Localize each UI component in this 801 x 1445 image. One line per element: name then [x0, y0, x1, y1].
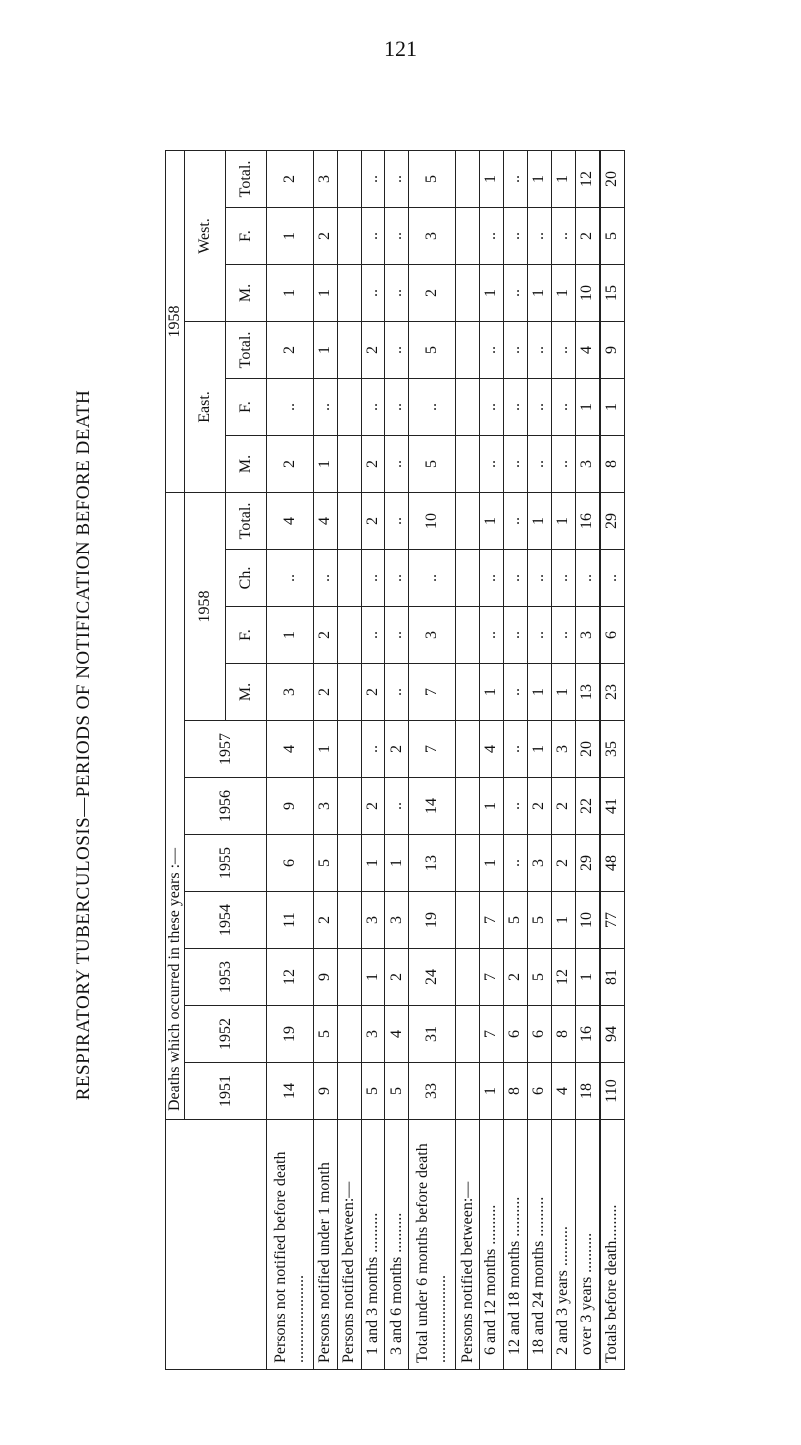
- table-cell: [456, 436, 480, 493]
- table-cell: 2: [551, 778, 575, 835]
- table-cell: 9: [313, 949, 337, 1006]
- table-cell: 19: [267, 1006, 314, 1063]
- table-cell: [337, 208, 361, 265]
- row-label: Totals before death.........: [600, 1120, 625, 1370]
- year-header: 1957: [185, 721, 267, 778]
- table-cell: 2: [267, 436, 314, 493]
- sub-header: Total.: [226, 322, 267, 379]
- row-label: Total under 6 months before death ......................: [409, 1120, 456, 1370]
- table-cell: 18: [575, 1063, 600, 1120]
- table-cell: 2: [361, 322, 385, 379]
- row-label: over 3 years ..........: [575, 1120, 600, 1370]
- table-cell: [337, 493, 361, 550]
- table-cell: 1: [527, 664, 551, 721]
- table-cell: ..: [385, 265, 409, 322]
- table-cell: ..: [503, 493, 527, 550]
- table-cell: 11: [267, 892, 314, 949]
- table-cell: ..: [361, 550, 385, 607]
- year-header: 1951: [185, 1063, 267, 1120]
- table-cell: 7: [479, 1006, 503, 1063]
- table-cell: 2: [313, 607, 337, 664]
- table-row: [527, 151, 551, 1370]
- table-cell: [456, 949, 480, 1006]
- table-cell: 2: [267, 322, 314, 379]
- table-cell: 23: [600, 664, 625, 721]
- table-cell: 4: [313, 493, 337, 550]
- table-cell: ..: [385, 778, 409, 835]
- table-cell: ..: [503, 550, 527, 607]
- east-header: East.: [185, 322, 226, 493]
- row-label: Persons not notified before death ......................: [267, 1120, 314, 1370]
- table-cell: ..: [503, 778, 527, 835]
- table-cell: 1: [479, 151, 503, 208]
- table-cell: 4: [551, 1063, 575, 1120]
- table-cell: ..: [503, 664, 527, 721]
- table-cell: 3: [361, 1006, 385, 1063]
- table-cell: 1: [361, 835, 385, 892]
- table-cell: 13: [575, 664, 600, 721]
- table-cell: ..: [267, 550, 314, 607]
- table-cell: 2: [267, 151, 314, 208]
- table-cell: 14: [409, 778, 456, 835]
- table-cell: ..: [575, 550, 600, 607]
- table-cell: 35: [600, 721, 625, 778]
- table-cell: [337, 1006, 361, 1063]
- table-cell: ..: [503, 607, 527, 664]
- table-cell: [337, 949, 361, 1006]
- table-cell: 2: [313, 208, 337, 265]
- table-cell: 1: [600, 379, 625, 436]
- table-cell: [456, 379, 480, 436]
- table-cell: 3: [267, 664, 314, 721]
- table-cell: 2: [361, 664, 385, 721]
- row-label: 3 and 6 months ..........: [385, 1120, 409, 1370]
- table-cell: 1: [551, 265, 575, 322]
- table-cell: ..: [527, 322, 551, 379]
- table-cell: 3: [575, 607, 600, 664]
- table-cell: ..: [267, 379, 314, 436]
- table-cell: 15: [600, 265, 625, 322]
- table-cell: 3: [409, 607, 456, 664]
- table-cell: 77: [600, 892, 625, 949]
- table-cell: 3: [313, 151, 337, 208]
- sub-header: M.: [226, 436, 267, 493]
- table-cell: 2: [361, 436, 385, 493]
- table-cell: 3: [313, 778, 337, 835]
- table-cell: 16: [575, 1006, 600, 1063]
- table-cell: 22: [575, 778, 600, 835]
- table-cell: 1: [527, 493, 551, 550]
- table-cell: 5: [527, 949, 551, 1006]
- table-cell: ..: [361, 265, 385, 322]
- row-label: 12 and 18 months ..........: [503, 1120, 527, 1370]
- table-cell: ..: [385, 436, 409, 493]
- table-cell: 1: [479, 493, 503, 550]
- table-cell: [456, 607, 480, 664]
- table-cell: 1: [313, 265, 337, 322]
- table-cell: ..: [385, 550, 409, 607]
- table-cell: [337, 265, 361, 322]
- row-label: Persons notified between:—: [456, 1120, 480, 1370]
- notification-table-container: [165, 150, 625, 1370]
- west-header: West.: [185, 151, 226, 322]
- table-cell: ..: [600, 550, 625, 607]
- sub-header: M.: [226, 664, 267, 721]
- table-cell: 7: [479, 892, 503, 949]
- table-cell: ..: [409, 379, 456, 436]
- table-cell: 2: [551, 835, 575, 892]
- table-cell: 2: [361, 778, 385, 835]
- table-cell: ..: [479, 436, 503, 493]
- table-cell: 3: [385, 892, 409, 949]
- table-cell: 29: [600, 493, 625, 550]
- table-cell: ..: [361, 721, 385, 778]
- table-row: [503, 151, 527, 1370]
- row-label-header: [166, 1120, 267, 1370]
- table-cell: 20: [575, 721, 600, 778]
- table-cell: 10: [575, 265, 600, 322]
- table-cell: 10: [575, 892, 600, 949]
- table-row: [361, 151, 385, 1370]
- year-header: 1955: [185, 835, 267, 892]
- table-cell: 1: [313, 721, 337, 778]
- table-cell: 1: [267, 265, 314, 322]
- sub-header: Ch.: [226, 550, 267, 607]
- table-cell: ..: [361, 607, 385, 664]
- table-cell: ..: [503, 265, 527, 322]
- table-cell: 6: [600, 607, 625, 664]
- table-cell: ..: [503, 721, 527, 778]
- table-cell: 2: [385, 949, 409, 1006]
- table-cell: [456, 550, 480, 607]
- table-cell: ..: [385, 322, 409, 379]
- table-cell: 4: [575, 322, 600, 379]
- table-cell: 1: [313, 322, 337, 379]
- table-cell: [337, 550, 361, 607]
- year-header: 1953: [185, 949, 267, 1006]
- table-cell: 4: [479, 721, 503, 778]
- table-cell: 1: [551, 664, 575, 721]
- table-cell: 5: [361, 1063, 385, 1120]
- table-cell: ..: [409, 550, 456, 607]
- table-cell: ..: [527, 208, 551, 265]
- table-cell: 6: [503, 1006, 527, 1063]
- table-cell: [456, 664, 480, 721]
- table-cell: ..: [527, 550, 551, 607]
- table-cell: 2: [385, 721, 409, 778]
- table-row: [479, 151, 503, 1370]
- table-cell: [456, 892, 480, 949]
- table-cell: [337, 778, 361, 835]
- table-cell: 1: [575, 379, 600, 436]
- table-cell: 1: [527, 721, 551, 778]
- table-cell: 5: [385, 1063, 409, 1120]
- table-cell: [456, 778, 480, 835]
- table-cell: 12: [551, 949, 575, 1006]
- table-cell: [337, 664, 361, 721]
- row-label: 1 and 3 months ..........: [361, 1120, 385, 1370]
- table-cell: 1: [267, 607, 314, 664]
- sub-header: M.: [226, 265, 267, 322]
- table-cell: ..: [479, 607, 503, 664]
- table-cell: [456, 265, 480, 322]
- table-row: [600, 151, 625, 1370]
- table-cell: 16: [575, 493, 600, 550]
- table-cell: 9: [600, 322, 625, 379]
- table-cell: 1: [527, 151, 551, 208]
- table-cell: 5: [313, 835, 337, 892]
- table-row: [313, 151, 337, 1370]
- table-cell: 1: [479, 1063, 503, 1120]
- table-cell: 2: [313, 892, 337, 949]
- table-cell: ..: [385, 151, 409, 208]
- row-label: Persons notified under 1 month: [313, 1120, 337, 1370]
- table-cell: 5: [409, 322, 456, 379]
- table-cell: 6: [267, 835, 314, 892]
- table-cell: 1: [527, 265, 551, 322]
- table-cell: 19: [409, 892, 456, 949]
- table-cell: [456, 835, 480, 892]
- table-cell: ..: [385, 493, 409, 550]
- table-cell: [456, 1063, 480, 1120]
- year-header-1958: 1958: [185, 493, 226, 721]
- table-cell: ..: [551, 208, 575, 265]
- table-row: [456, 151, 480, 1370]
- table-cell: [337, 892, 361, 949]
- table-row: [551, 151, 575, 1370]
- row-label: 6 and 12 months ..........: [479, 1120, 503, 1370]
- table-cell: 1: [479, 778, 503, 835]
- sub-header: F.: [226, 379, 267, 436]
- table-cell: [337, 721, 361, 778]
- table-cell: 4: [267, 721, 314, 778]
- table-cell: ..: [385, 607, 409, 664]
- table-cell: 5: [313, 1006, 337, 1063]
- table-cell: [456, 1006, 480, 1063]
- table-cell: 1: [361, 949, 385, 1006]
- table-cell: 7: [409, 721, 456, 778]
- table-cell: 94: [600, 1006, 625, 1063]
- page-number: 121: [384, 36, 417, 61]
- table-cell: 5: [600, 208, 625, 265]
- table-cell: [456, 493, 480, 550]
- table-cell: ..: [479, 550, 503, 607]
- table-cell: [337, 1063, 361, 1120]
- table-cell: 8: [503, 1063, 527, 1120]
- table-cell: ..: [551, 436, 575, 493]
- table-cell: ..: [527, 379, 551, 436]
- table-cell: ..: [479, 208, 503, 265]
- table-cell: 7: [479, 949, 503, 1006]
- table-cell: ..: [503, 436, 527, 493]
- table-cell: ..: [361, 379, 385, 436]
- table-cell: 1: [551, 493, 575, 550]
- table-cell: ..: [385, 208, 409, 265]
- table-cell: 2: [527, 778, 551, 835]
- table-cell: 8: [551, 1006, 575, 1063]
- table-cell: ..: [503, 208, 527, 265]
- table-cell: 3: [409, 208, 456, 265]
- table-row: [267, 151, 314, 1370]
- year-header: 1952: [185, 1006, 267, 1063]
- table-cell: 3: [551, 721, 575, 778]
- table-cell: 2: [575, 208, 600, 265]
- table-cell: 3: [361, 892, 385, 949]
- table-cell: ..: [503, 322, 527, 379]
- table-cell: [456, 721, 480, 778]
- table-cell: ..: [361, 151, 385, 208]
- table-cell: [337, 322, 361, 379]
- sub-header: F.: [226, 607, 267, 664]
- table-body: [267, 151, 625, 1370]
- table-cell: 13: [409, 835, 456, 892]
- row-label: 18 and 24 months ..........: [527, 1120, 551, 1370]
- table-cell: 2: [409, 265, 456, 322]
- table-cell: 41: [600, 778, 625, 835]
- table-row: [337, 151, 361, 1370]
- table-cell: ..: [551, 322, 575, 379]
- table-cell: 29: [575, 835, 600, 892]
- table-cell: 6: [527, 1063, 551, 1120]
- table-cell: 24: [409, 949, 456, 1006]
- row-label: 2 and 3 years ..........: [551, 1120, 575, 1370]
- table-cell: 4: [267, 493, 314, 550]
- table-cell: 9: [313, 1063, 337, 1120]
- table-cell: 2: [313, 664, 337, 721]
- table-cell: 8: [600, 436, 625, 493]
- table-row: [575, 151, 600, 1370]
- table-cell: ..: [385, 664, 409, 721]
- table-cell: 1: [267, 208, 314, 265]
- table-cell: 48: [600, 835, 625, 892]
- table-cell: ..: [551, 607, 575, 664]
- row-label: Persons notified between:—: [337, 1120, 361, 1370]
- table-cell: [337, 436, 361, 493]
- table-cell: [337, 607, 361, 664]
- table-cell: 12: [575, 151, 600, 208]
- table-cell: 10: [409, 493, 456, 550]
- table-cell: 81: [600, 949, 625, 1006]
- table-cell: 33: [409, 1063, 456, 1120]
- table-cell: ..: [313, 550, 337, 607]
- table-cell: ..: [551, 550, 575, 607]
- year-header: 1956: [185, 778, 267, 835]
- year-header: 1954: [185, 892, 267, 949]
- table-cell: ..: [313, 379, 337, 436]
- table-cell: 5: [409, 151, 456, 208]
- table-cell: 9: [267, 778, 314, 835]
- table-cell: 5: [503, 892, 527, 949]
- notification-table: [165, 150, 625, 1370]
- table-cell: 1: [313, 436, 337, 493]
- sub-header: Total.: [226, 151, 267, 208]
- table-cell: 7: [409, 664, 456, 721]
- table-cell: 3: [575, 436, 600, 493]
- table-cell: 1: [385, 835, 409, 892]
- table-cell: 20: [600, 151, 625, 208]
- table-caption: Deaths which occurred in these years :—: [166, 493, 185, 1120]
- table-cell: 5: [409, 436, 456, 493]
- table-cell: [337, 835, 361, 892]
- table-row: [409, 151, 456, 1370]
- table-cell: [337, 151, 361, 208]
- header-1958-right: 1958: [166, 151, 185, 493]
- table-cell: [456, 322, 480, 379]
- sub-header: Total.: [226, 493, 267, 550]
- table-cell: ..: [385, 379, 409, 436]
- table-cell: 3: [527, 835, 551, 892]
- table-cell: 5: [527, 892, 551, 949]
- table-cell: 1: [479, 265, 503, 322]
- table-cell: 4: [385, 1006, 409, 1063]
- table-cell: 2: [503, 949, 527, 1006]
- table-row: [385, 151, 409, 1370]
- table-cell: 6: [527, 1006, 551, 1063]
- table-cell: ..: [527, 607, 551, 664]
- table-cell: ..: [361, 208, 385, 265]
- table-cell: 14: [267, 1063, 314, 1120]
- table-title: RESPIRATORY TUBERCULOSIS—PERIODS OF NOTIFICATION BEFORE DEATH: [73, 389, 94, 1101]
- table-cell: 1: [551, 892, 575, 949]
- table-cell: 110: [600, 1063, 625, 1120]
- table-cell: ..: [503, 151, 527, 208]
- sub-header: F.: [226, 208, 267, 265]
- table-cell: ..: [551, 379, 575, 436]
- table-cell: 1: [551, 151, 575, 208]
- table-cell: ..: [503, 379, 527, 436]
- table-cell: ..: [479, 379, 503, 436]
- table-cell: [456, 208, 480, 265]
- table-cell: ..: [503, 835, 527, 892]
- table-cell: [456, 151, 480, 208]
- table-cell: 31: [409, 1006, 456, 1063]
- table-cell: [337, 379, 361, 436]
- table-cell: 12: [267, 949, 314, 1006]
- table-cell: ..: [527, 436, 551, 493]
- table-cell: ..: [479, 322, 503, 379]
- table-cell: 1: [479, 835, 503, 892]
- table-cell: 2: [361, 493, 385, 550]
- table-cell: 1: [479, 664, 503, 721]
- table-cell: 1: [575, 949, 600, 1006]
